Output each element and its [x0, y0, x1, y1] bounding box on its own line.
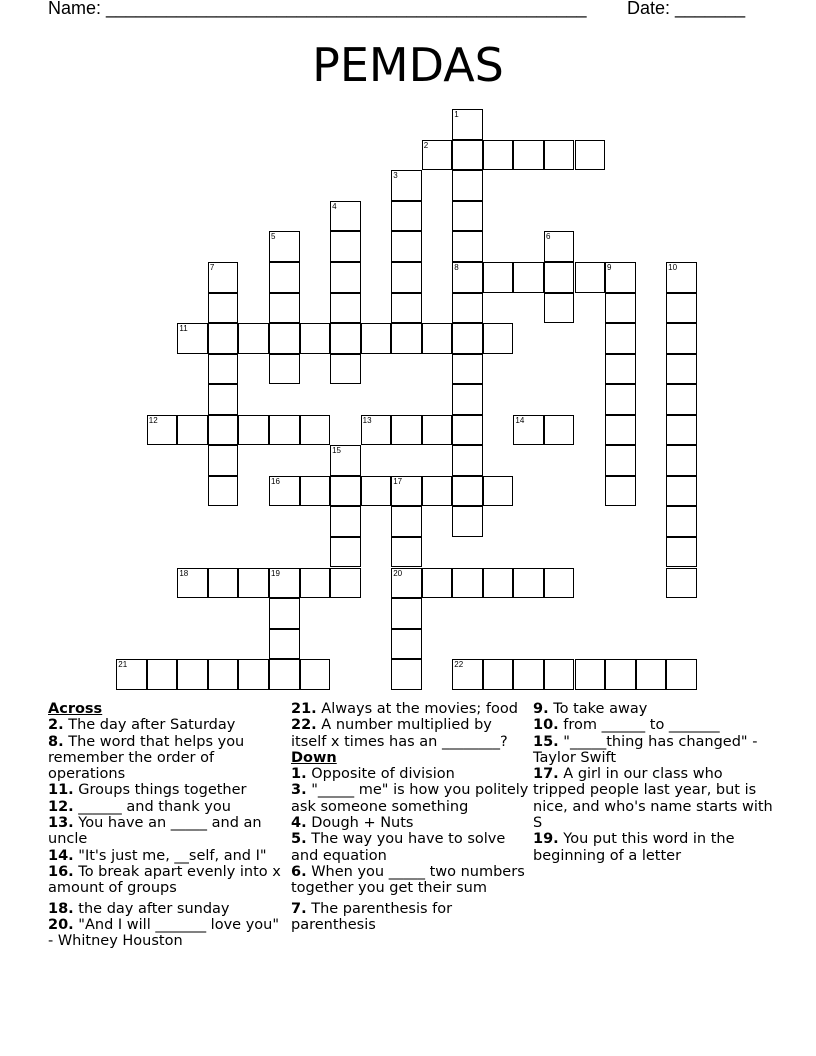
- grid-cell[interactable]: [361, 323, 392, 354]
- grid-cell[interactable]: [575, 659, 606, 690]
- clues-column-3: [533, 701, 773, 864]
- grid-cell[interactable]: [544, 293, 575, 324]
- grid-cell[interactable]: [575, 140, 606, 171]
- grid-cell[interactable]: [300, 323, 331, 354]
- grid-cell[interactable]: [544, 140, 575, 171]
- grid-cell[interactable]: [452, 323, 483, 354]
- grid-cell[interactable]: [605, 354, 636, 385]
- across-clue: 11. Groups things together: [48, 782, 247, 799]
- grid-cell[interactable]: [208, 476, 239, 507]
- grid-cell[interactable]: [391, 568, 422, 599]
- grid-cell[interactable]: [452, 293, 483, 324]
- grid-cell[interactable]: [666, 537, 697, 568]
- down-clue: 4. Dough + Nuts: [291, 815, 414, 832]
- across-clue: 20. "And I will _______ love you" - Whitney Houston: [48, 916, 280, 950]
- grid-cell[interactable]: [391, 506, 422, 537]
- clues-column-2: [291, 701, 531, 933]
- grid-cell[interactable]: [208, 354, 239, 385]
- grid-cell[interactable]: [544, 262, 575, 293]
- grid-cell[interactable]: [605, 476, 636, 507]
- grid-cell[interactable]: [452, 170, 483, 201]
- across-clue: 2. The day after Saturday: [48, 717, 236, 734]
- cell-number: 19: [271, 568, 280, 578]
- across-clue: 8. The word that helps you remember the order of operations: [48, 733, 245, 783]
- cell-number: 11: [179, 324, 188, 334]
- grid-cell[interactable]: [208, 445, 239, 476]
- grid-cell[interactable]: [452, 354, 483, 385]
- down-clue: 6. When you _____ two numbers together you get their sum: [291, 863, 525, 897]
- cell-number: 14: [515, 415, 525, 425]
- grid-cell[interactable]: [269, 323, 300, 354]
- grid-cell[interactable]: [452, 384, 483, 415]
- grid-cell[interactable]: [483, 476, 514, 507]
- cell-number: 16: [271, 476, 280, 486]
- grid-cell[interactable]: [513, 415, 544, 446]
- grid-cell[interactable]: [391, 476, 422, 507]
- down-clue: 3. "_____ me" is how you politely ask someone something: [291, 782, 529, 815]
- grid-cell[interactable]: [483, 568, 514, 599]
- across-clue: 21. Always at the movies; food: [291, 701, 518, 717]
- clues-column-1: [48, 701, 288, 949]
- grid-cell[interactable]: [452, 140, 483, 171]
- grid-cell[interactable]: [666, 415, 697, 446]
- down-clue: 7. The parenthesis for parenthesis: [291, 900, 453, 933]
- cell-number: 8: [454, 263, 459, 272]
- grid-cell[interactable]: [544, 568, 575, 599]
- grid-cell[interactable]: [330, 231, 361, 262]
- grid-cell[interactable]: [238, 323, 269, 354]
- grid-cell[interactable]: [605, 415, 636, 446]
- grid-cell[interactable]: [605, 659, 636, 690]
- grid-cell[interactable]: [666, 323, 697, 354]
- down-clue: 5. The way you have to solve and equation: [291, 831, 506, 864]
- grid-cell[interactable]: [452, 506, 483, 537]
- cell-number: 7: [209, 263, 215, 272]
- grid-cell[interactable]: [422, 568, 453, 599]
- grid-cell[interactable]: [666, 659, 697, 690]
- grid-cell[interactable]: [391, 170, 422, 201]
- down-clue: 15. "_____thing has changed" - Taylor Swift: [533, 733, 758, 766]
- grid-cell[interactable]: [177, 568, 208, 599]
- grid-cell[interactable]: [544, 415, 575, 446]
- grid-cell[interactable]: [605, 384, 636, 415]
- grid-cell[interactable]: [666, 506, 697, 537]
- grid-cell[interactable]: [452, 476, 483, 507]
- grid-cell[interactable]: [391, 415, 422, 446]
- grid-cell[interactable]: [330, 354, 361, 385]
- cell-number: 13: [362, 415, 372, 425]
- grid-cell[interactable]: [300, 415, 331, 446]
- cell-number: 10: [668, 263, 678, 272]
- grid-cell[interactable]: [544, 231, 575, 262]
- cell-number: 21: [118, 660, 128, 670]
- grid-cell[interactable]: [300, 568, 331, 599]
- grid-cell[interactable]: [269, 354, 300, 385]
- grid-cell[interactable]: [636, 659, 667, 690]
- grid-cell[interactable]: [269, 415, 300, 446]
- grid-cell[interactable]: [513, 140, 544, 171]
- grid-cell[interactable]: [422, 140, 453, 171]
- grid-cell[interactable]: [208, 568, 239, 599]
- grid-cell[interactable]: [391, 262, 422, 293]
- grid-cell[interactable]: [513, 568, 544, 599]
- grid-cell[interactable]: [330, 293, 361, 324]
- down-heading: Down: [291, 749, 337, 766]
- cell-number: 9: [607, 263, 612, 272]
- grid-cell[interactable]: [452, 568, 483, 599]
- grid-cell[interactable]: [483, 262, 514, 293]
- grid-cell[interactable]: [208, 262, 239, 293]
- grid-cell[interactable]: [605, 445, 636, 476]
- grid-cell[interactable]: [330, 568, 361, 599]
- grid-cell[interactable]: [330, 262, 361, 293]
- cell-number: 20: [393, 568, 403, 578]
- grid-cell[interactable]: [330, 476, 361, 507]
- cell-number: 18: [179, 568, 189, 578]
- grid-cell[interactable]: [300, 659, 331, 690]
- date-field[interactable]: Date: _______: [627, 0, 746, 18]
- grid-cell[interactable]: [269, 262, 300, 293]
- grid-cell[interactable]: [269, 476, 300, 507]
- grid-cell[interactable]: [513, 262, 544, 293]
- cell-number: 12: [148, 415, 158, 425]
- grid-cell[interactable]: [422, 323, 453, 354]
- cell-number: 4: [332, 201, 337, 211]
- across-clue: 12. ______ and thank you: [48, 798, 231, 815]
- grid-cell[interactable]: [177, 415, 208, 446]
- grid-cell[interactable]: [330, 506, 361, 537]
- across-clue: 13. You have an _____ and an uncle: [48, 815, 262, 848]
- grid-cell[interactable]: [391, 598, 422, 629]
- grid-cell[interactable]: [361, 476, 392, 507]
- grid-cell[interactable]: [269, 598, 300, 629]
- grid-cell[interactable]: [605, 262, 636, 293]
- down-clue: 19. You put this word in the beginning of a letter: [533, 831, 735, 864]
- grid-cell[interactable]: [177, 323, 208, 354]
- grid-cell[interactable]: [483, 659, 514, 690]
- grid-cell[interactable]: [605, 323, 636, 354]
- grid-cell[interactable]: [391, 293, 422, 324]
- grid-cell[interactable]: [147, 659, 178, 690]
- grid-cell[interactable]: [330, 445, 361, 476]
- cell-number: 1: [454, 110, 459, 120]
- grid-cell[interactable]: [391, 231, 422, 262]
- grid-cell[interactable]: [208, 293, 239, 324]
- grid-cell[interactable]: [452, 415, 483, 446]
- cell-number: 2: [423, 140, 429, 150]
- grid-cell[interactable]: [208, 384, 239, 415]
- grid-cell[interactable]: [116, 659, 147, 690]
- grid-cell[interactable]: [544, 659, 575, 690]
- grid-cell[interactable]: [513, 659, 544, 690]
- grid-cell[interactable]: [452, 262, 483, 293]
- grid-cell[interactable]: [391, 629, 422, 660]
- across-clue: 22. A number multiplied by itself x times has an ________?: [291, 717, 508, 750]
- grid-cell[interactable]: [391, 659, 422, 690]
- cell-number: 5: [271, 232, 276, 242]
- grid-cell[interactable]: [666, 445, 697, 476]
- grid-cell[interactable]: [208, 415, 239, 446]
- grid-cell[interactable]: [452, 231, 483, 262]
- grid-cell[interactable]: [330, 537, 361, 568]
- grid-cell[interactable]: [391, 201, 422, 232]
- page-title: PEMDAS: [312, 38, 504, 92]
- grid-cell[interactable]: [391, 323, 422, 354]
- grid-cell[interactable]: [147, 415, 178, 446]
- grid-cell[interactable]: [330, 323, 361, 354]
- cell-number: 6: [545, 232, 551, 242]
- grid-cell[interactable]: [452, 201, 483, 232]
- grid-cell[interactable]: [238, 415, 269, 446]
- down-clue: 10. from ______ to _______: [533, 717, 720, 734]
- grid-cell[interactable]: [666, 384, 697, 415]
- down-clue: 1. Opposite of division: [291, 766, 455, 783]
- grid-cell[interactable]: [391, 537, 422, 568]
- grid-cell[interactable]: [208, 659, 239, 690]
- grid-cell[interactable]: [666, 568, 697, 599]
- grid-cell[interactable]: [208, 323, 239, 354]
- grid-cell[interactable]: [361, 415, 392, 446]
- grid-cell[interactable]: [666, 262, 697, 293]
- grid-cell[interactable]: [238, 568, 269, 599]
- grid-cell[interactable]: [666, 354, 697, 385]
- name-field[interactable]: Name: ________________________________________________: [48, 0, 587, 18]
- grid-cell[interactable]: [422, 415, 453, 446]
- across-clue: 14. "It's just me, __self, and I": [48, 847, 267, 864]
- grid-cell[interactable]: [483, 140, 514, 171]
- across-clue: 16. To break apart evenly into x amount of groups: [48, 863, 281, 897]
- grid-cell[interactable]: [483, 323, 514, 354]
- grid-cell[interactable]: [300, 476, 331, 507]
- grid-cell[interactable]: [605, 293, 636, 324]
- grid-cell[interactable]: [330, 201, 361, 232]
- cell-number: 17: [393, 476, 403, 486]
- grid-cell[interactable]: [177, 659, 208, 690]
- grid-cell[interactable]: [452, 445, 483, 476]
- grid-cell[interactable]: [269, 629, 300, 660]
- grid-cell[interactable]: [666, 476, 697, 507]
- across-clue: 18. the day after sunday: [48, 900, 230, 917]
- grid-cell[interactable]: [269, 659, 300, 690]
- grid-cell[interactable]: [269, 568, 300, 599]
- grid-cell[interactable]: [422, 476, 453, 507]
- down-clue: 9. To take away: [533, 701, 648, 717]
- grid-cell[interactable]: [269, 231, 300, 262]
- cell-number: 3: [393, 171, 398, 181]
- down-clue: 17. A girl in our class who tripped people last year, but is nice, and who's name starts with S: [533, 766, 773, 832]
- grid-cell[interactable]: [666, 293, 697, 324]
- grid-cell[interactable]: [238, 659, 269, 690]
- cell-number: 22: [454, 660, 464, 670]
- across-heading: Across: [48, 701, 103, 717]
- grid-cell[interactable]: [452, 109, 483, 140]
- grid-cell[interactable]: [575, 262, 606, 293]
- cell-number: 15: [332, 446, 341, 456]
- grid-cell[interactable]: [269, 293, 300, 324]
- grid-cell[interactable]: [452, 659, 483, 690]
